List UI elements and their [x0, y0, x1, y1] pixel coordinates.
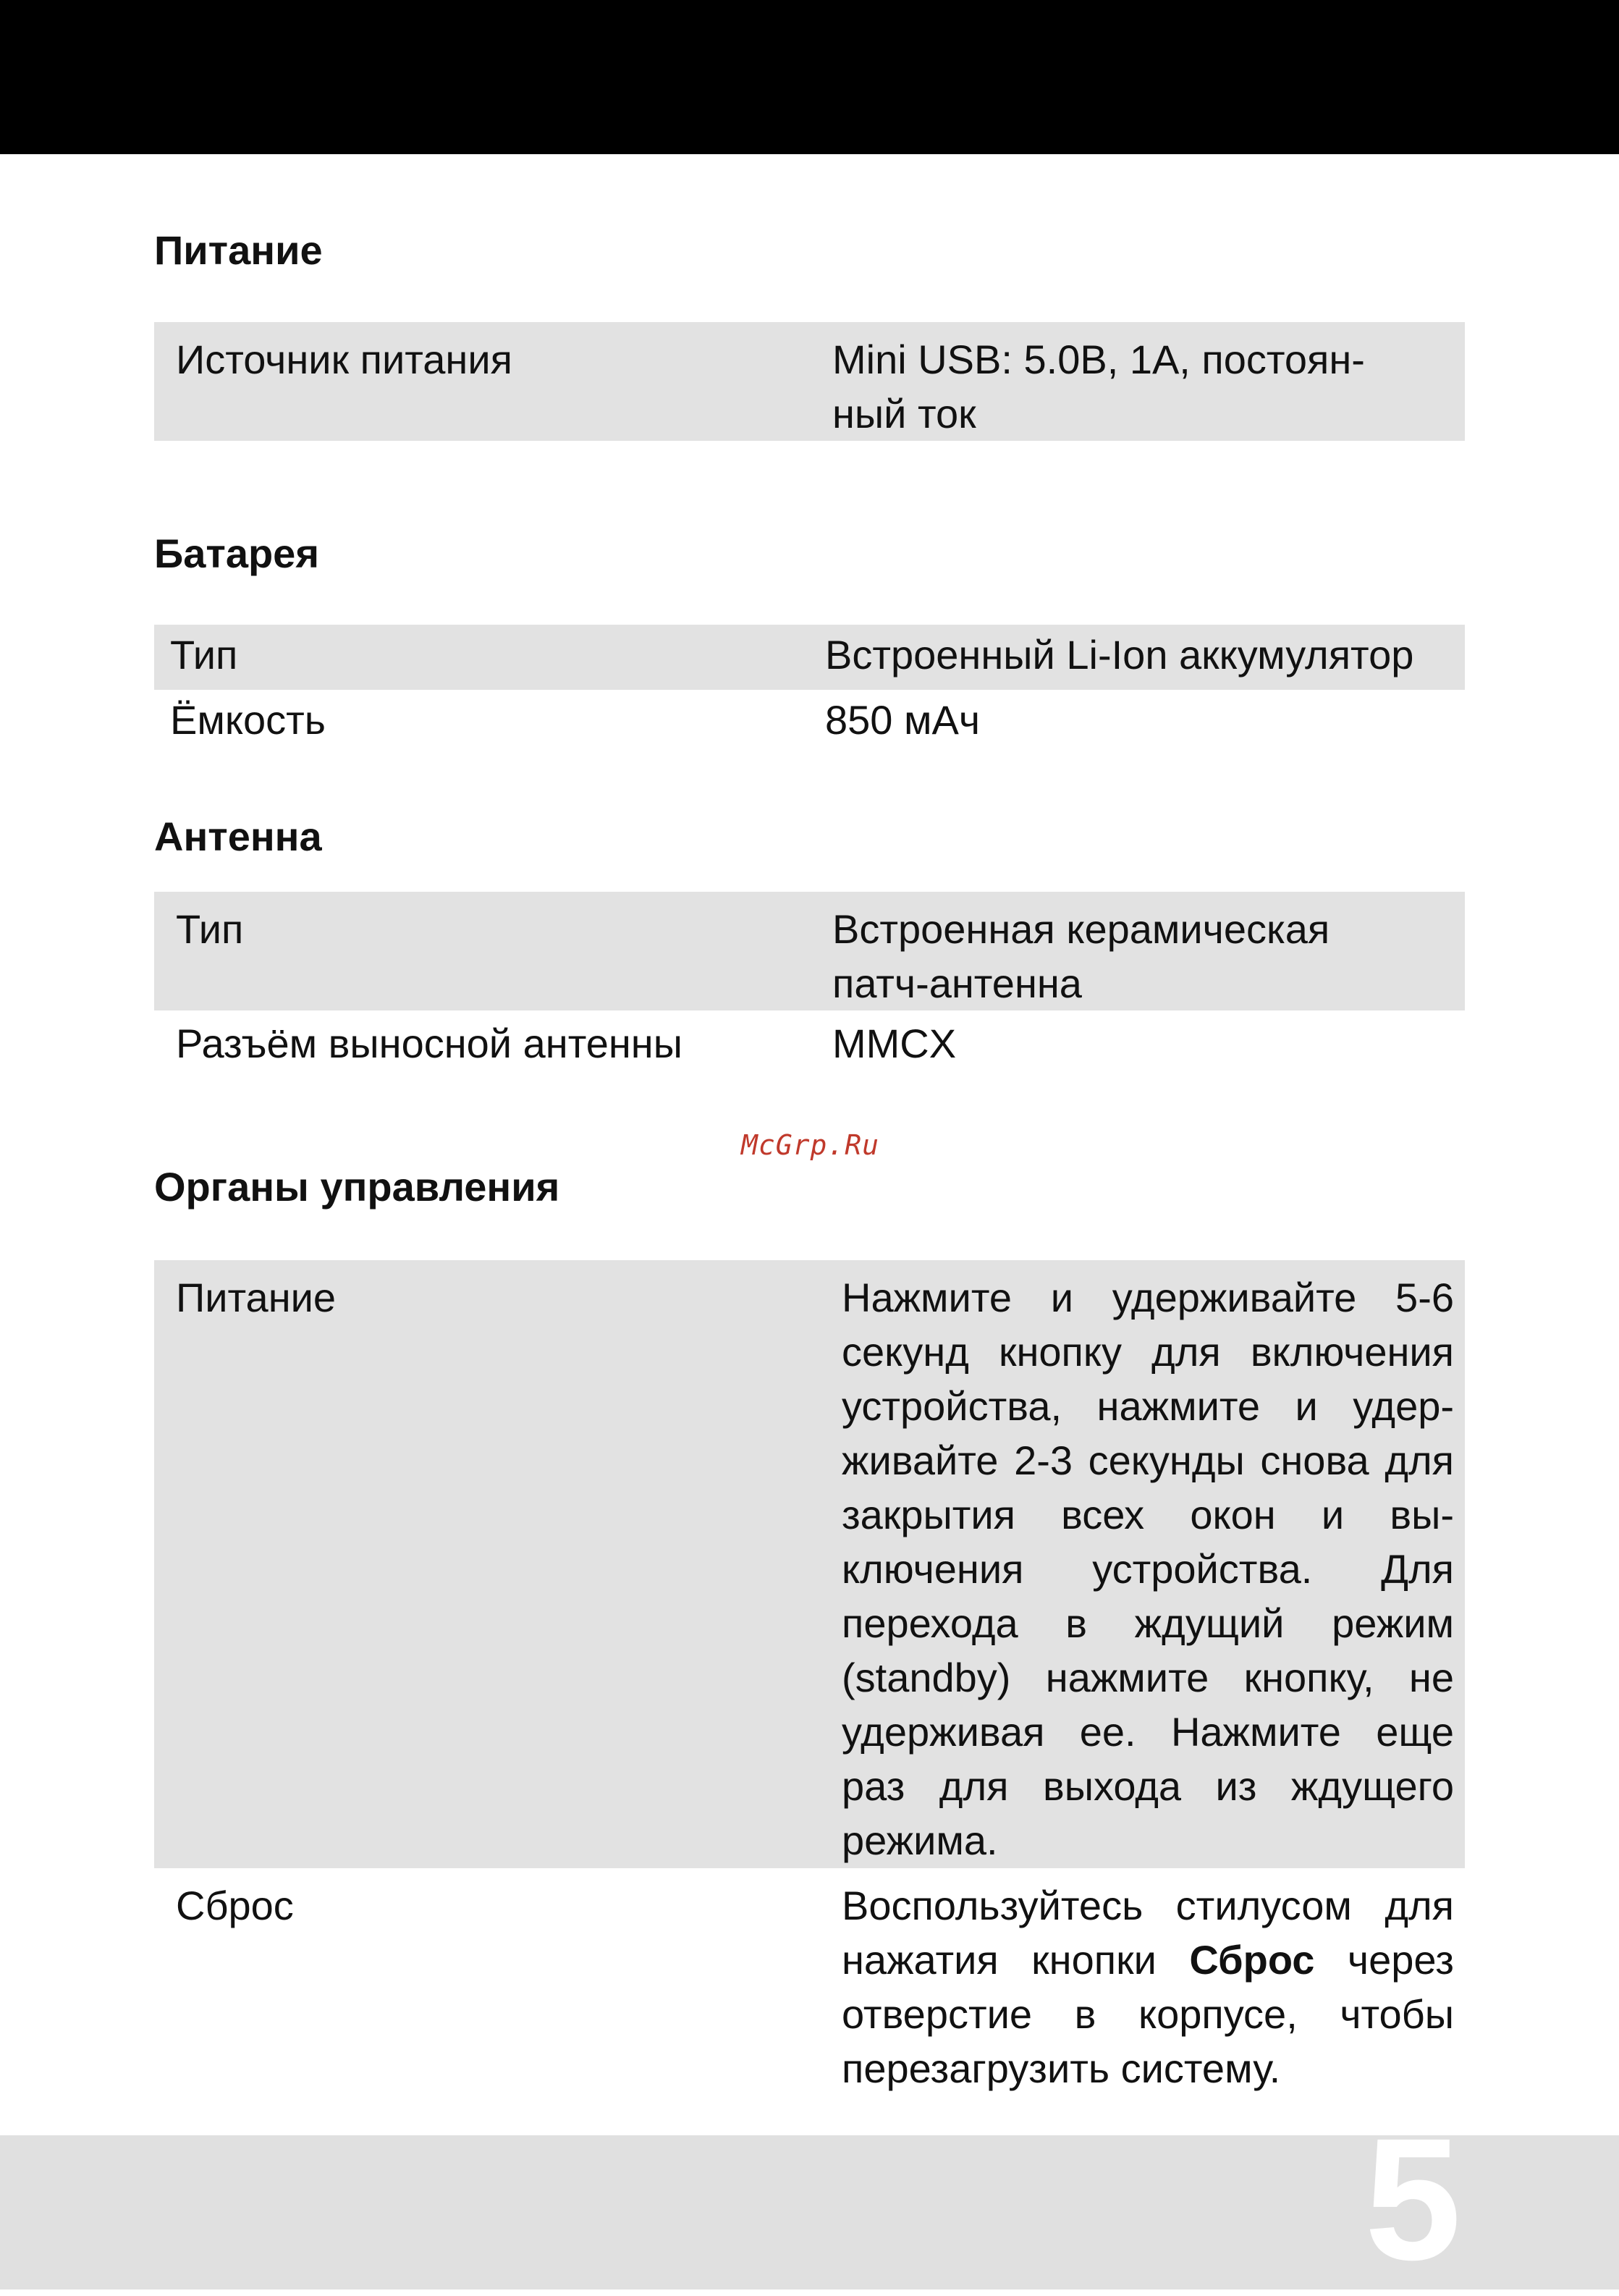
table-row	[154, 1010, 1465, 1076]
top-bar	[0, 0, 1619, 154]
row-value-line: ный ток	[832, 391, 976, 436]
row-label: Ёмкость	[170, 697, 326, 743]
row-value-line: Встроенная керамическая	[832, 906, 1330, 952]
section-heading-antenna: Антенна	[154, 814, 322, 859]
page-number: 5	[1364, 2102, 1461, 2296]
row-label: Сброс	[176, 1883, 294, 1928]
row-label: Разъём выносной антенны	[176, 1021, 682, 1066]
section-heading-battery: Батарея	[154, 531, 319, 576]
row-value: 850 мАч	[825, 697, 981, 743]
row-value	[832, 332, 1455, 441]
row-value: Встроенный Li-Ion аккумулятор	[825, 632, 1414, 678]
section-heading-controls: Органы управления	[154, 1164, 560, 1210]
table-row	[154, 690, 1465, 755]
row-label: Тип	[176, 906, 244, 952]
row-value-line: патч-антенна	[832, 961, 1082, 1006]
row-value: Нажмите и удерживайте 5-6 секунд кнопку для включения устройства, нажмите и удер-живайте 2-3 секунды снова для закрытия всех окон и вы-ключения устройства. Для перехода в ждущий режим (standby) нажмите кнопку, не удерживая ее. Нажмите еще раз для выхода из ждущего режима.	[842, 1275, 1454, 1863]
row-label: Тип	[170, 632, 238, 678]
row-value: MMCX	[832, 1021, 957, 1066]
table-row	[154, 625, 1465, 690]
row-label: Питание	[176, 1275, 337, 1320]
table-row	[154, 1868, 1465, 2100]
row-value	[832, 902, 1455, 1010]
row-value-text: через отверстие в корпусе, чтобы перезагрузить систему.	[842, 1937, 1454, 2091]
row-value	[842, 1878, 1454, 2095]
reset-keyword: Сброс	[1189, 1937, 1315, 1983]
row-value-line: Mini USB: 5.0В, 1А, постоян-	[832, 337, 1365, 382]
watermark: McGrp.Ru	[741, 1129, 880, 1161]
row-label: Источник питания	[176, 337, 512, 382]
table-row	[154, 1260, 1465, 1868]
section-heading-power: Питание	[154, 227, 323, 273]
table-row	[154, 322, 1465, 441]
table-row	[154, 892, 1465, 1010]
row-value-text: Воспользуйтесь стилусом для нажатия кнопки	[842, 1883, 1454, 1983]
